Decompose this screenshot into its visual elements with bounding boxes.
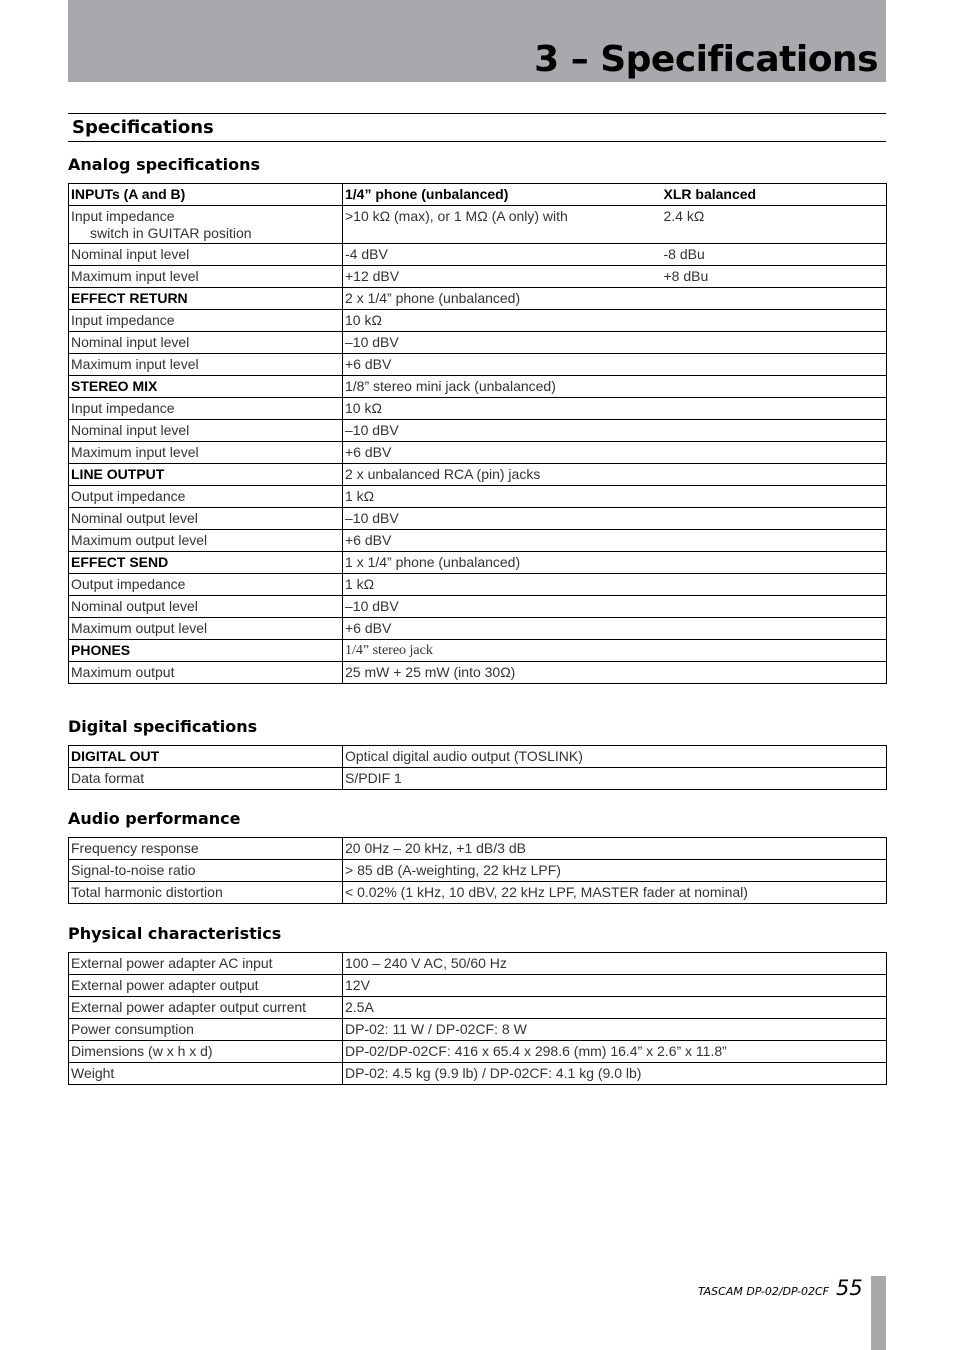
table-row [69, 442, 887, 464]
table-row [69, 882, 887, 904]
spec-label-continuation: switch in GUITAR position [90, 225, 252, 241]
digital-spec-table [68, 745, 887, 790]
spec-label: Input impedance [69, 398, 343, 420]
table-row [69, 530, 887, 552]
table-row [69, 746, 887, 768]
chapter-title: 3 – Specifications [534, 39, 878, 80]
spec-label: Nominal input level [69, 332, 343, 354]
spec-value: 2 x 1/4” phone (unbalanced) [343, 288, 887, 310]
spec-value: +6 dBV [343, 442, 887, 464]
spec-label: External power adapter output [69, 975, 343, 997]
spec-label: Output impedance [69, 486, 343, 508]
spec-label [69, 206, 343, 244]
spec-value: 20 0Hz – 20 kHz, +1 dB/3 dB [343, 838, 887, 860]
spec-value: Optical digital audio output (TOSLINK) [343, 746, 887, 768]
analog-spec-table [68, 183, 887, 684]
spec-label: Maximum output [69, 662, 343, 684]
table-row [69, 508, 887, 530]
spec-value: >10 kΩ (max), or 1 MΩ (A only) with [343, 206, 662, 244]
spec-label: Maximum output level [69, 530, 343, 552]
table-row [69, 486, 887, 508]
spec-label: DIGITAL OUT [69, 746, 343, 768]
spec-value: 12V [343, 975, 887, 997]
spec-value: +6 dBV [343, 618, 887, 640]
table-row [69, 1019, 887, 1041]
spec-label: Signal-to-noise ratio [69, 860, 343, 882]
table-row [69, 184, 887, 206]
page-number: 55 [836, 1276, 863, 1300]
table-row [69, 953, 887, 975]
spec-value: DP-02: 11 W / DP-02CF: 8 W [343, 1019, 887, 1041]
table-row [69, 464, 887, 486]
table-row [69, 975, 887, 997]
spec-label: INPUTs (A and B) [69, 184, 343, 206]
audio-performance-table [68, 837, 887, 904]
spec-label: PHONES [69, 640, 343, 662]
table-row [69, 662, 887, 684]
table-row [69, 596, 887, 618]
spec-value: 1/4” stereo jack [343, 640, 887, 662]
spec-value: 10 kΩ [343, 398, 887, 420]
table-row [69, 1041, 887, 1063]
table-row [69, 768, 887, 790]
footer-brand-model: TASCAM DP-02/DP-02CF [697, 1285, 829, 1298]
spec-label: Nominal output level [69, 508, 343, 530]
section-title: Specifications [72, 117, 214, 138]
spec-label: Nominal input level [69, 420, 343, 442]
spec-value: –10 dBV [343, 596, 887, 618]
table-row [69, 354, 887, 376]
spec-label: Power consumption [69, 1019, 343, 1041]
spec-value-xlr: XLR balanced [662, 184, 887, 206]
analog-heading: Analog specifications [68, 155, 261, 174]
table-row [69, 332, 887, 354]
spec-value: 1 kΩ [343, 486, 887, 508]
spec-value: +6 dBV [343, 530, 887, 552]
table-row [69, 266, 887, 288]
spec-value: > 85 dB (A-weighting, 22 kHz LPF) [343, 860, 887, 882]
spec-label: LINE OUTPUT [69, 464, 343, 486]
table-row [69, 398, 887, 420]
spec-label: Maximum input level [69, 442, 343, 464]
spec-label: Maximum input level [69, 354, 343, 376]
spec-value: S/PDIF 1 [343, 768, 887, 790]
spec-value: 1/8” stereo mini jack (unbalanced) [343, 376, 887, 398]
spec-label: Frequency response [69, 838, 343, 860]
spec-value: 2 x unbalanced RCA (pin) jacks [343, 464, 887, 486]
spec-label: Weight [69, 1063, 343, 1085]
digital-heading: Digital specifications [68, 717, 258, 736]
physical-heading: Physical characteristics [68, 924, 282, 943]
spec-value: DP-02: 4.5 kg (9.9 lb) / DP-02CF: 4.1 kg (9.0 lb) [343, 1063, 887, 1085]
table-row [69, 838, 887, 860]
spec-label: Maximum input level [69, 266, 343, 288]
spec-value: 1 x 1/4” phone (unbalanced) [343, 552, 887, 574]
spec-label: Dimensions (w x h x d) [69, 1041, 343, 1063]
table-row [69, 206, 887, 244]
spec-value: 1/4” phone (unbalanced) [343, 184, 662, 206]
table-row [69, 376, 887, 398]
spec-label: EFFECT SEND [69, 552, 343, 574]
spec-value: –10 dBV [343, 332, 887, 354]
spec-label: Input impedance [69, 310, 343, 332]
spec-value: 25 mW + 25 mW (into 30Ω) [343, 662, 887, 684]
section-heading [68, 113, 886, 142]
spec-value: +12 dBV [343, 266, 662, 288]
table-row [69, 420, 887, 442]
spec-label: Nominal output level [69, 596, 343, 618]
spec-value: –10 dBV [343, 508, 887, 530]
spec-label: External power adapter AC input [69, 953, 343, 975]
table-row [69, 1063, 887, 1085]
spec-value-xlr: +8 dBu [662, 266, 887, 288]
spec-label: External power adapter output current [69, 997, 343, 1019]
spec-value: –10 dBV [343, 420, 887, 442]
table-row [69, 310, 887, 332]
spec-label: Nominal input level [69, 244, 343, 266]
spec-value: 10 kΩ [343, 310, 887, 332]
spec-label-line: Input impedance [71, 208, 175, 224]
spec-label: Maximum output level [69, 618, 343, 640]
spec-value: < 0.02% (1 kHz, 10 dBV, 22 kHz LPF, MASTER fader at nominal) [343, 882, 887, 904]
spec-value: +6 dBV [343, 354, 887, 376]
spec-value: 100 – 240 V AC, 50/60 Hz [343, 953, 887, 975]
spec-label: Total harmonic distortion [69, 882, 343, 904]
chapter-header-bar [68, 0, 886, 82]
audio-heading: Audio performance [68, 809, 241, 828]
table-row [69, 997, 887, 1019]
spec-value: DP-02/DP-02CF: 416 x 65.4 x 298.6 (mm) 16.4” x 2.6” x 11.8” [343, 1041, 887, 1063]
spec-value-xlr: -8 dBu [662, 244, 887, 266]
table-row [69, 640, 887, 662]
table-row [69, 860, 887, 882]
spec-label: Output impedance [69, 574, 343, 596]
page-side-tab [871, 1276, 886, 1350]
spec-value: 2.5A [343, 997, 887, 1019]
spec-value: 1 kΩ [343, 574, 887, 596]
table-row [69, 552, 887, 574]
table-row [69, 288, 887, 310]
table-row [69, 618, 887, 640]
spec-label: STEREO MIX [69, 376, 343, 398]
spec-value: -4 dBV [343, 244, 662, 266]
table-row [69, 244, 887, 266]
spec-label: Data format [69, 768, 343, 790]
table-row [69, 574, 887, 596]
physical-characteristics-table [68, 952, 887, 1085]
spec-label: EFFECT RETURN [69, 288, 343, 310]
spec-value-xlr: 2.4 kΩ [662, 206, 887, 244]
